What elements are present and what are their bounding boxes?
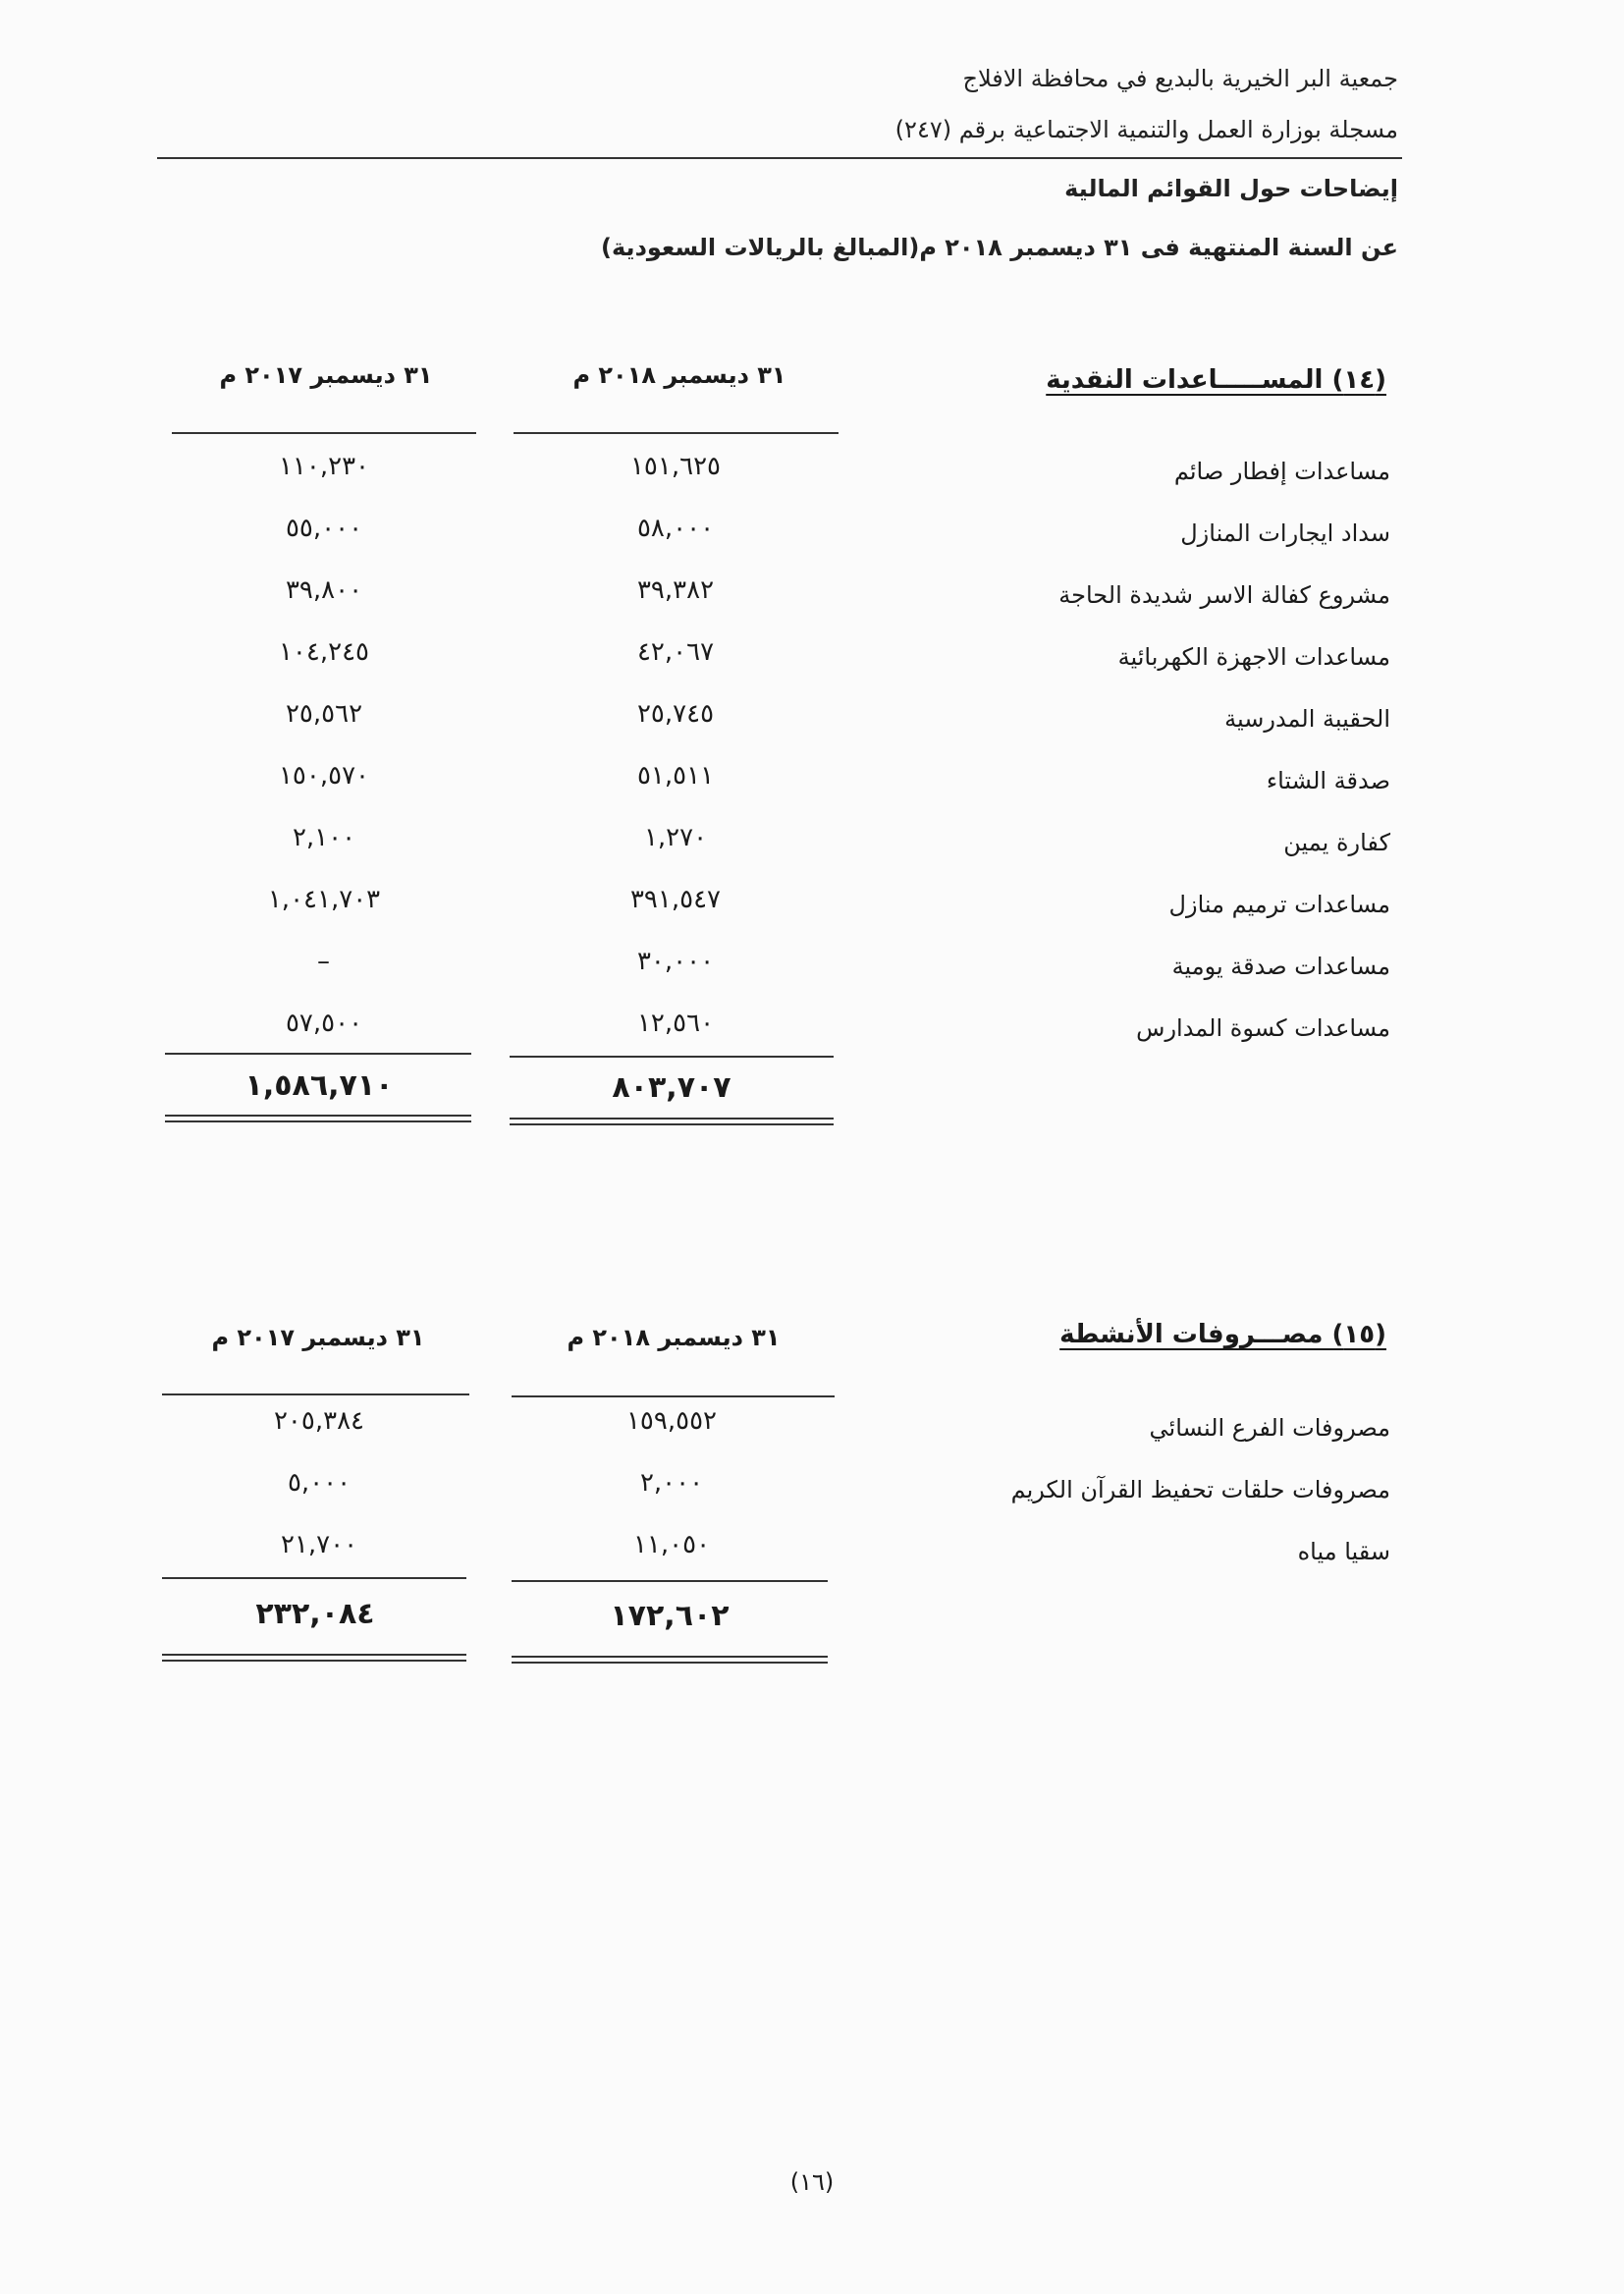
- note14-row-value-2018: ١,٢٧٠: [643, 823, 708, 852]
- note14-row-label: مساعدات صدقة يومية: [1171, 953, 1390, 980]
- note14-row-value-2017: ٥٥,٠٠٠: [285, 514, 363, 543]
- note15-row-value-2018: ١١,٠٥٠: [632, 1530, 711, 1559]
- note15-double-rule-2018: [512, 1656, 828, 1664]
- note15-row-value-2017: ٥,٠٠٠: [287, 1468, 352, 1498]
- note14-row-value-2017: ٣٩,٨٠٠: [285, 575, 363, 605]
- doc-title: إيضاحات حول القوائم المالية: [1064, 175, 1398, 202]
- note14-row-label: كفارة يمين: [1283, 829, 1390, 856]
- note14-row-value-2018: ٣٩,٣٨٢: [636, 575, 715, 605]
- note14-row-value-2017: ١,٠٤١,٧٠٣: [267, 885, 381, 914]
- note14-col-2017-rule: [172, 432, 476, 434]
- page-number: (١٦): [789, 2168, 835, 2196]
- note14-row-value-2018: ٥١,٥١١: [636, 761, 715, 791]
- note14-row-label: مساعدات كسوة المدارس: [1136, 1014, 1390, 1042]
- note15-row-value-2017: ٢٠٥,٣٨٤: [273, 1406, 365, 1436]
- note15-total-rule-2017: [162, 1577, 466, 1579]
- note14-row-value-2018: ٥٨,٠٠٠: [636, 514, 715, 543]
- note15-col-2018-rule: [512, 1395, 835, 1397]
- note14-total-rule-2017: [165, 1053, 471, 1055]
- period-line: عن السنة المنتهية فى ٣١ ديسمبر ٢٠١٨ م(المبالغ بالريالات السعودية): [601, 234, 1398, 261]
- note14-row-label: سداد ايجارات المنازل: [1180, 519, 1390, 547]
- note15-total-rule-2018: [512, 1580, 828, 1582]
- note15-row-value-2018: ٢,٠٠٠: [639, 1468, 704, 1498]
- note15-col-2017-header: ٣١ ديسمبر ٢٠١٧ م: [211, 1324, 425, 1351]
- note14-row-value-2017: –: [317, 947, 331, 976]
- note15-row-label: مصروفات الفرع النسائي: [1149, 1414, 1390, 1442]
- note15-col-2018-header: ٣١ ديسمبر ٢٠١٨ م: [567, 1324, 781, 1351]
- note14-row-label: صدقة الشتاء: [1266, 767, 1390, 794]
- note14-col-2018-header: ٣١ ديسمبر ٢٠١٨ م: [572, 361, 786, 389]
- note14-row-value-2017: ١٠٤,٢٤٥: [278, 637, 370, 667]
- note14-title: (١٤) المســـــاعدات النقدية: [1046, 365, 1386, 395]
- note14-total-2018: ٨٠٣,٧٠٧: [612, 1070, 731, 1105]
- registration-line: مسجلة بوزارة العمل والتنمية الاجتماعية برقم (٢٤٧): [894, 116, 1398, 143]
- note14-row-label: مساعدات ترميم منازل: [1168, 891, 1390, 918]
- note15-total-2017: ٢٣٢,٠٨٤: [255, 1597, 375, 1631]
- org-name: جمعية البر الخيرية بالبديع في محافظة الافلاج: [962, 65, 1398, 92]
- note14-row-value-2017: ١٥٠,٥٧٠: [278, 761, 370, 791]
- note14-total-rule-2018: [510, 1056, 834, 1058]
- note15-row-label: مصروفات حلقات تحفيظ القرآن الكريم: [1010, 1476, 1390, 1503]
- note14-total-2017: ١,٥٨٦,٧١٠: [244, 1068, 394, 1103]
- note15-row-label: سقيا مياه: [1297, 1538, 1390, 1565]
- note14-row-value-2018: ٢٥,٧٤٥: [636, 699, 715, 729]
- note14-row-value-2018: ١٢,٥٦٠: [636, 1009, 715, 1038]
- note14-double-rule-2018: [510, 1118, 834, 1125]
- note15-row-value-2018: ١٥٩,٥٥٢: [625, 1406, 718, 1436]
- note14-row-value-2018: ٣٩١,٥٤٧: [629, 885, 722, 914]
- note14-row-value-2017: ٢,١٠٠: [292, 823, 356, 852]
- note14-row-value-2018: ٤٢,٠٦٧: [636, 637, 715, 667]
- note14-row-value-2017: ١١٠,٢٣٠: [278, 452, 370, 481]
- note14-row-value-2018: ٣٠,٠٠٠: [636, 947, 715, 976]
- note15-total-2018: ١٧٢,٦٠٢: [610, 1599, 730, 1633]
- note14-col-2017-header: ٣١ ديسمبر ٢٠١٧ م: [219, 361, 433, 389]
- note14-row-label: الحقيبة المدرسية: [1224, 705, 1390, 733]
- note14-row-label: مساعدات الاجهزة الكهربائية: [1117, 643, 1390, 671]
- note14-row-label: مساعدات إفطار صائم: [1173, 458, 1390, 485]
- header-rule: [157, 157, 1402, 159]
- note15-col-2017-rule: [162, 1393, 469, 1395]
- note15-double-rule-2017: [162, 1654, 466, 1662]
- note14-row-value-2018: ١٥١,٦٢٥: [629, 452, 722, 481]
- note14-row-value-2017: ٥٧,٥٠٠: [285, 1009, 363, 1038]
- note14-col-2018-rule: [514, 432, 839, 434]
- note15-title: (١٥) مصـــروفات الأنشطة: [1059, 1320, 1386, 1349]
- note15-row-value-2017: ٢١,٧٠٠: [280, 1530, 358, 1559]
- note14-row-label: مشروع كفالة الاسر شديدة الحاجة: [1058, 581, 1390, 609]
- note14-double-rule-2017: [165, 1115, 471, 1122]
- note14-row-value-2017: ٢٥,٥٦٢: [285, 699, 363, 729]
